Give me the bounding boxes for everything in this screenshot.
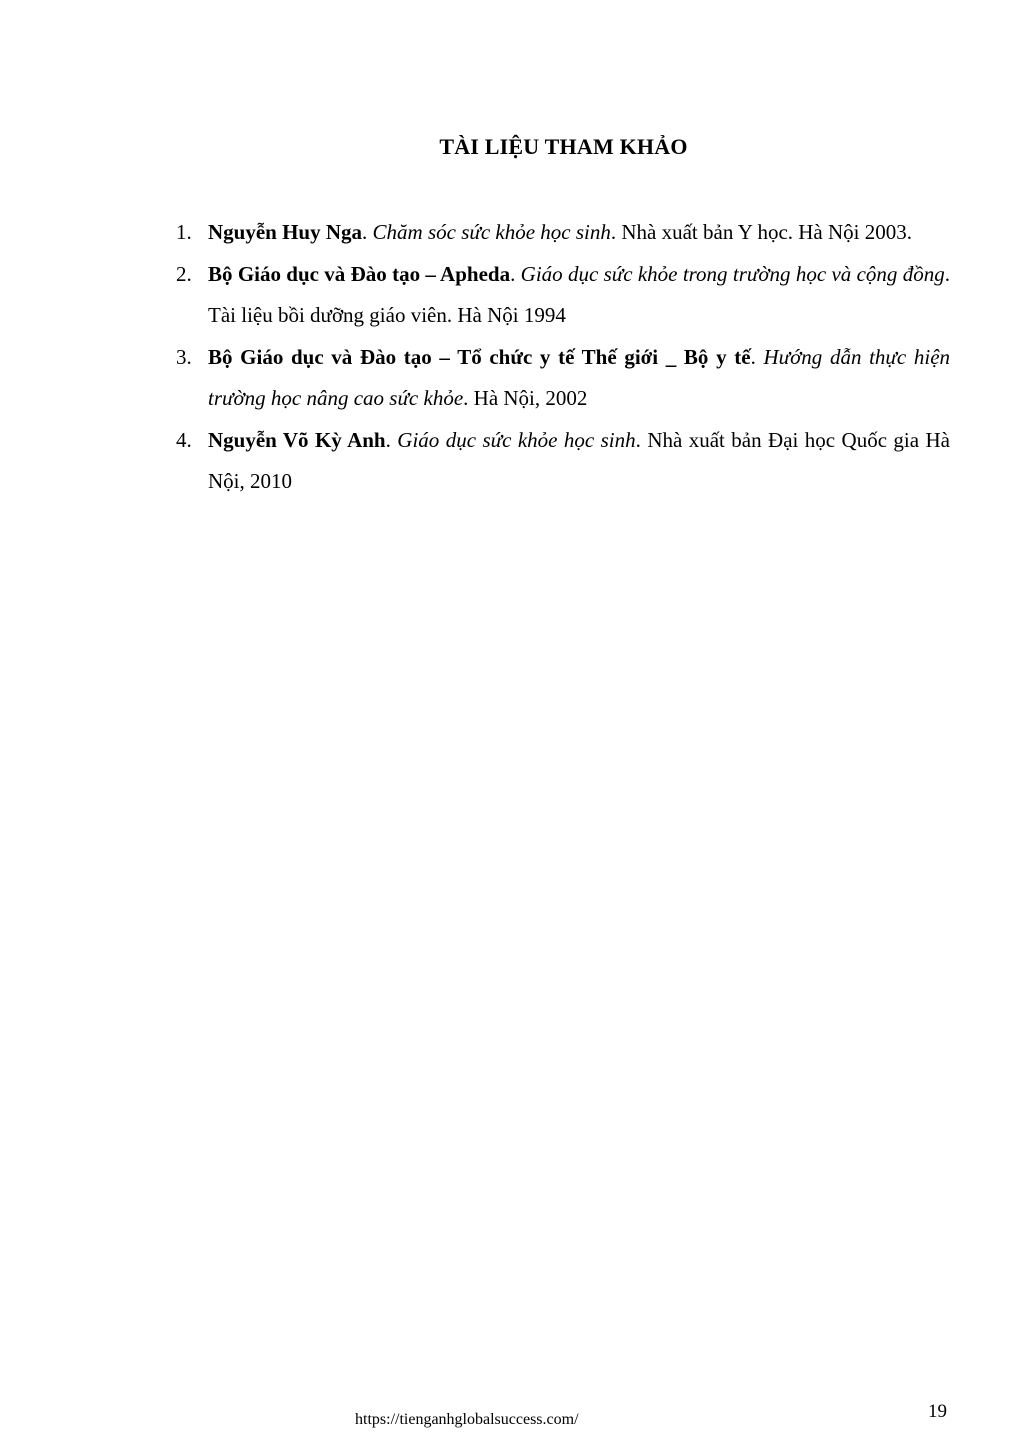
reference-number: 1. — [176, 220, 192, 244]
page-title: TÀI LIỆU THAM KHẢO — [439, 134, 688, 159]
reference-title: Giáo dục sức khỏe học sinh — [397, 427, 636, 452]
footer-url: https://tienganhglobalsuccess.com/ — [355, 1411, 579, 1428]
reference-author: Bộ Giáo dục và Đào tạo – Apheda — [208, 261, 511, 286]
reference-title: Giáo dục sức khỏe trong trường học và cộng đồng — [520, 261, 945, 286]
page-number: 19 — [928, 1401, 947, 1422]
reference-title: Chăm sóc sức khỏe học sinh — [372, 220, 611, 244]
reference-number: 3. — [176, 344, 192, 369]
reference-author: Nguyễn Võ Kỳ Anh — [208, 427, 386, 452]
reference-item: 1. Nguyễn Huy Nga. Chăm sóc sức khỏe học sinh. Nhà xuất bản Y học. Hà Nội 2003. — [176, 212, 950, 254]
reference-item: 3. Bộ Giáo dục và Đào tạo – Tổ chức y tế Thế giới _ Bộ y tế. Hướng dẫn thực hiện trường học nâng cao sức khỏe. Hà Nội, 2002 — [176, 337, 950, 420]
reference-author: Nguyễn Huy Nga — [208, 220, 363, 244]
reference-author: Bộ Giáo dục và Đào tạo – Tổ chức y tế Thế giới _ Bộ y tế — [208, 344, 751, 369]
reference-list — [176, 212, 950, 503]
reference-item: 4. Nguyễn Võ Kỳ Anh. Giáo dục sức khỏe học sinh. Nhà xuất bản Đại học Quốc gia Hà Nội, 2010 — [176, 420, 950, 503]
reference-number: 4. — [176, 427, 192, 452]
reference-item: 2. Bộ Giáo dục và Đào tạo – Apheda. Giáo dục sức khỏe trong trường học và cộng đồng. Tài liệu bồi dưỡng giáo viên. Hà Nội 1994 — [176, 254, 950, 337]
reference-publisher: Hà Nội, 2002 — [473, 386, 588, 410]
reference-number: 2. — [176, 261, 192, 286]
reference-publisher: Tài liệu bồi dưỡng giáo viên. Hà Nội 1994 — [208, 303, 566, 327]
reference-publisher: Nhà xuất bản Đại học Quốc gia Hà Nội, 2010 — [208, 427, 950, 493]
reference-publisher: Nhà xuất bản Y học. Hà Nội 2003. — [621, 220, 913, 244]
reference-title: Hướng dẫn thực hiện trường học nâng cao sức khỏe — [208, 344, 951, 410]
